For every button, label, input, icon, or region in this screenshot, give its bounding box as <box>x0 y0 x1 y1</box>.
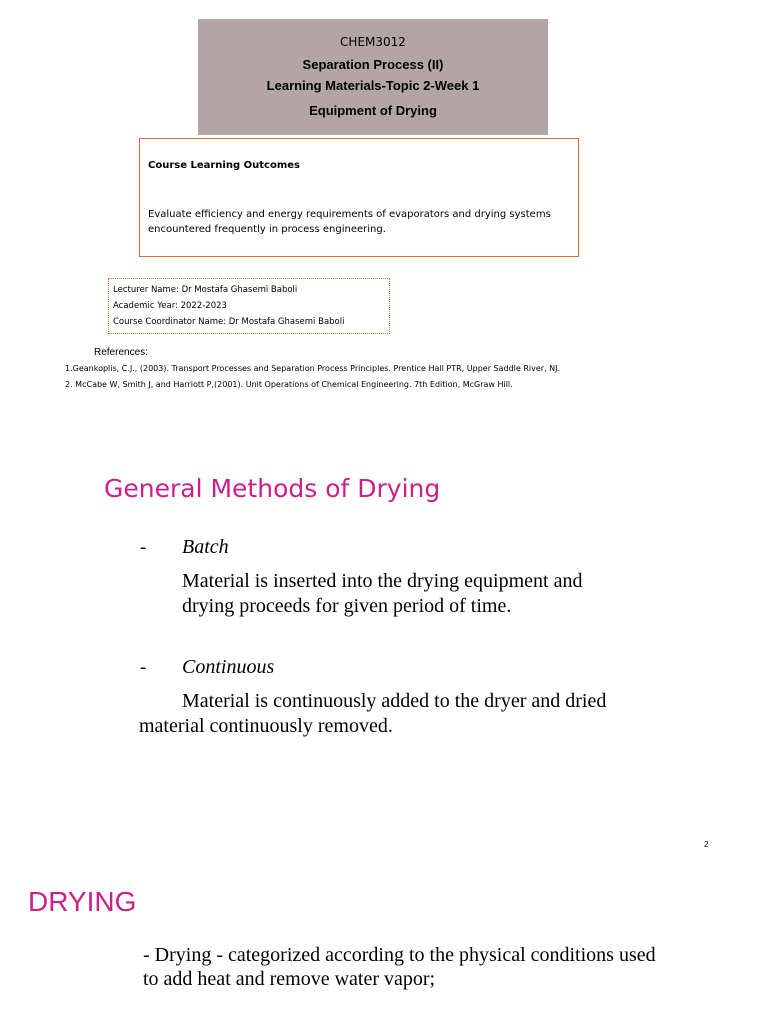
course-code: CHEM3012 <box>340 35 406 49</box>
reference-item: 2. McCabe W, Smith J, and Harriott P,(2001). Unit Operations of Chemical Engineering. 7th Edition, McGraw Hill. <box>65 380 513 389</box>
section-title-drying: DRYING <box>28 886 137 917</box>
learning-outcomes-heading: Course Learning Outcomes <box>148 160 300 171</box>
learning-outcomes-box <box>139 138 579 257</box>
page-number: 2 <box>704 840 709 849</box>
learning-outcomes-text: Evaluate efficiency and energy requirements of evaporators and drying systems encountered frequently in process engineering. <box>148 209 551 235</box>
method-description-batch: Material is inserted into the drying equipment and drying proceeds for given period of time. <box>182 570 583 617</box>
course-title: Separation Process (II) <box>302 57 444 72</box>
title-banner <box>198 19 548 135</box>
drying-description: - Drying - categorized according to the physical conditions used to add heat and remove water vapor; <box>143 944 656 990</box>
bullet-dash: - <box>140 537 147 558</box>
references-label: References: <box>94 347 148 358</box>
lecturer-info-box <box>108 278 390 334</box>
bullet-dash: - <box>140 657 147 678</box>
topic-title: Learning Materials-Topic 2-Week 1 <box>266 78 480 93</box>
lesson-title: Equipment of Drying <box>309 103 437 118</box>
reference-item: 1.Geankoplis, C.J., (2003). Transport Processes and Separation Process Principles. Prentice Hall PTR, Upper Saddle River, NJ. <box>65 364 561 373</box>
academic-year: Academic Year: 2022-2023 <box>113 301 227 311</box>
method-name-batch: Batch <box>182 536 229 558</box>
method-description-continuous: Material is continuously added to the dryer and dried material continuously removed. <box>139 690 607 737</box>
course-coordinator: Course Coordinator Name: Dr Mostafa Ghasemi Baboli <box>113 317 345 327</box>
section-title-general-methods: General Methods of Drying <box>104 474 441 503</box>
method-name-continuous: Continuous <box>182 656 275 678</box>
lecturer-name: Lecturer Name: Dr Mostafa Ghasemi Baboli <box>113 285 298 295</box>
